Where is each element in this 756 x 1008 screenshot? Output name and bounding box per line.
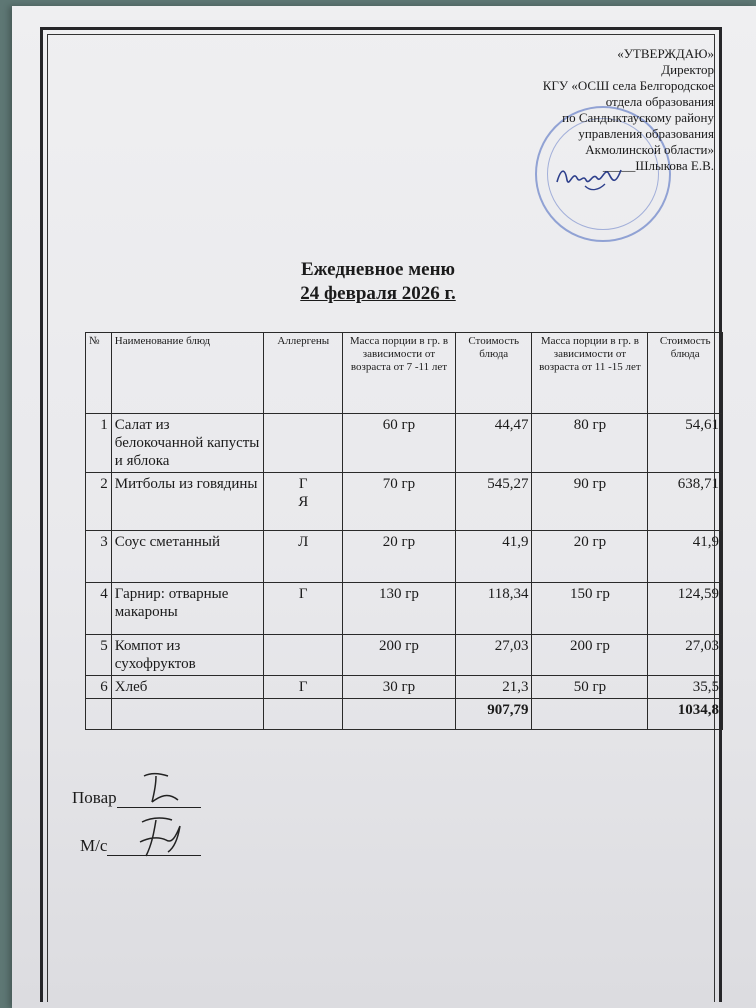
table-row xyxy=(86,414,723,473)
row-mass-7-11: 60 гр xyxy=(343,414,456,473)
row-price-11-15: 124,59 xyxy=(648,583,723,635)
row-allergens xyxy=(264,414,343,473)
approval-line: КГУ «ОСШ села Белгородское xyxy=(542,78,714,93)
approval-line: _____Шлыкова Е.В. xyxy=(602,158,714,173)
header-mass-7-11: Масса порции в гр. в зависимости от возраста от 7 -11 лет xyxy=(343,333,456,414)
row-dish: Соус сметанный xyxy=(111,531,264,583)
row-mass-7-11: 20 гр xyxy=(343,531,456,583)
row-dish: Митболы из говядины xyxy=(111,473,264,531)
row-mass-11-15: 20 гр xyxy=(532,531,648,583)
title-block xyxy=(0,258,756,306)
row-price-11-15: 27,03 xyxy=(648,635,723,676)
approval-line: отдела образования xyxy=(605,94,714,109)
approval-block xyxy=(543,46,714,174)
row-mass-11-15: 50 гр xyxy=(532,676,648,699)
approval-line: по Сандыктаускому району xyxy=(562,110,714,125)
page-title: Ежедневное меню xyxy=(300,259,456,280)
row-mass-7-11: 130 гр xyxy=(343,583,456,635)
header-price-7-11: Стоимость блюда xyxy=(455,333,532,414)
total-empty-cell xyxy=(343,699,456,730)
row-price-11-15: 41,9 xyxy=(648,531,723,583)
row-dish: Хлеб xyxy=(111,676,264,699)
row-price-7-11: 27,03 xyxy=(455,635,532,676)
row-num: 5 xyxy=(86,635,112,676)
table-row xyxy=(86,583,723,635)
table-row xyxy=(86,531,723,583)
total-price-7-11: 907,79 xyxy=(455,699,532,730)
row-mass-7-11: 70 гр xyxy=(343,473,456,531)
menu-date: 24 февраля 2026 г. xyxy=(300,283,456,304)
row-num: 3 xyxy=(86,531,112,583)
approval-line: Акмолинской области» xyxy=(585,142,714,157)
cook-signature xyxy=(138,770,188,806)
director-signature xyxy=(555,160,625,196)
header-dish: Наименование блюд xyxy=(111,333,264,414)
row-dish: Гарнир: отварные макароны xyxy=(111,583,264,635)
row-num: 4 xyxy=(86,583,112,635)
row-allergens: Г xyxy=(264,583,343,635)
row-mass-11-15: 150 гр xyxy=(532,583,648,635)
row-num: 1 xyxy=(86,414,112,473)
table-row xyxy=(86,635,723,676)
table-row xyxy=(86,676,723,699)
row-allergens xyxy=(264,635,343,676)
cook-label: Повар xyxy=(72,788,117,807)
nurse-label: М/с xyxy=(80,836,108,855)
table-row xyxy=(86,473,723,531)
row-price-7-11: 21,3 xyxy=(455,676,532,699)
row-price-11-15: 638,71 xyxy=(648,473,723,531)
row-num: 6 xyxy=(86,676,112,699)
row-mass-11-15: 80 гр xyxy=(532,414,648,473)
row-mass-11-15: 200 гр xyxy=(532,635,648,676)
total-empty-cell xyxy=(86,699,112,730)
row-price-7-11: 41,9 xyxy=(455,531,532,583)
row-dish: Салат из белокочанной капусты и яблока xyxy=(111,414,264,473)
total-empty-cell xyxy=(111,699,264,730)
row-mass-7-11: 30 гр xyxy=(343,676,456,699)
row-price-11-15: 35,5 xyxy=(648,676,723,699)
table-header-row xyxy=(86,333,723,414)
menu-table xyxy=(85,332,723,730)
row-allergens: Г xyxy=(264,676,343,699)
approval-line: управления образования xyxy=(578,126,714,141)
approval-line: «УТВЕРЖДАЮ» xyxy=(617,46,714,61)
row-price-11-15: 54,61 xyxy=(648,414,723,473)
row-allergens: Л xyxy=(264,531,343,583)
header-num: № xyxy=(86,333,112,414)
total-empty-cell xyxy=(264,699,343,730)
nurse-signature xyxy=(132,812,192,862)
approval-line: Директор xyxy=(661,62,714,77)
row-price-7-11: 118,34 xyxy=(455,583,532,635)
header-mass-11-15: Масса порции в гр. в зависимости от возраста от 11 -15 лет xyxy=(532,333,648,414)
row-dish: Компот из сухофруктов xyxy=(111,635,264,676)
total-empty-cell xyxy=(532,699,648,730)
total-price-11-15: 1034,8 xyxy=(648,699,723,730)
row-price-7-11: 545,27 xyxy=(455,473,532,531)
row-mass-7-11: 200 гр xyxy=(343,635,456,676)
row-mass-11-15: 90 гр xyxy=(532,473,648,531)
total-row xyxy=(86,699,723,730)
header-allergens: Аллергены xyxy=(264,333,343,414)
row-price-7-11: 44,47 xyxy=(455,414,532,473)
row-num: 2 xyxy=(86,473,112,531)
row-allergens: Г Я xyxy=(264,473,343,531)
header-price-11-15: Стоимость блюда xyxy=(648,333,723,414)
